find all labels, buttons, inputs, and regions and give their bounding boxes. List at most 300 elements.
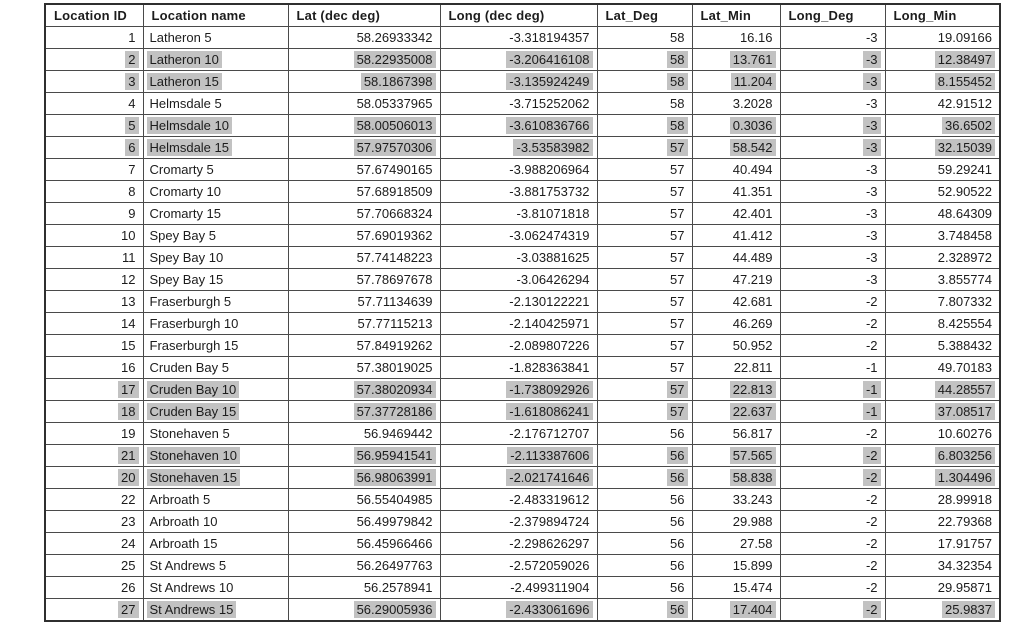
cell-value: 1.304496	[935, 469, 995, 486]
cell-value: -3.715252062	[509, 96, 590, 111]
cell-lat-min	[692, 203, 780, 225]
cell-value: 57	[670, 338, 685, 353]
cell-value: 37.08517	[935, 403, 995, 420]
cell-id	[45, 269, 143, 291]
cell-lat	[288, 291, 440, 313]
cell-lat	[288, 159, 440, 181]
header-location-name: Location name	[143, 4, 288, 27]
cell-value: 8	[128, 184, 136, 199]
cell-value: 24	[121, 536, 136, 551]
cell-value: -2.483319612	[509, 492, 590, 507]
cell-value: Cromarty 10	[149, 184, 222, 199]
cell-value: 56.49979842	[356, 514, 433, 529]
cell-value: St Andrews 15	[147, 601, 237, 618]
cell-value: 17.404	[730, 601, 776, 618]
cell-long	[440, 379, 597, 401]
cell-value: 57	[670, 228, 685, 243]
cell-value: 6	[125, 139, 138, 156]
cell-long-min	[885, 291, 1000, 313]
cell-value: 49.70183	[937, 360, 992, 375]
cell-long-deg	[780, 445, 885, 467]
cell-value: 1	[128, 30, 136, 45]
cell-name	[143, 357, 288, 379]
cell-long	[440, 533, 597, 555]
cell-value: -3	[865, 96, 878, 111]
cell-value: 57	[670, 162, 685, 177]
cell-value: -3.53583982	[513, 139, 592, 156]
cell-lat	[288, 225, 440, 247]
cell-value: 3	[125, 73, 138, 90]
cell-value: Arbroath 5	[149, 492, 211, 507]
table-row	[45, 159, 1000, 181]
table-row	[45, 313, 1000, 335]
cell-value: -3	[865, 184, 878, 199]
cell-value: -3.318194357	[509, 30, 590, 45]
cell-value: 56.55404985	[356, 492, 433, 507]
cell-value: 15	[121, 338, 136, 353]
cell-value: 56	[670, 558, 685, 573]
cell-value: 56.95941541	[354, 447, 436, 464]
cell-value: 42.91512	[937, 96, 992, 111]
cell-name	[143, 423, 288, 445]
cell-long-deg	[780, 181, 885, 203]
cell-value: Cruden Bay 10	[147, 381, 240, 398]
cell-long-deg	[780, 423, 885, 445]
cell-value: -3	[865, 30, 878, 45]
cell-value: 56.26497763	[356, 558, 433, 573]
header-lat-deg: Lat_Deg	[597, 4, 692, 27]
cell-value: 58.26933342	[356, 30, 433, 45]
cell-lat-deg	[597, 115, 692, 137]
cell-value: 57	[670, 294, 685, 309]
cell-value: -2.089807226	[509, 338, 590, 353]
table-row	[45, 379, 1000, 401]
cell-value: -2.130122221	[509, 294, 590, 309]
cell-id	[45, 291, 143, 313]
cell-lat-deg	[597, 27, 692, 49]
cell-value: 9	[128, 206, 136, 221]
cell-lat-deg	[597, 533, 692, 555]
table-row	[45, 291, 1000, 313]
cell-lat-min	[692, 247, 780, 269]
cell-long-min	[885, 93, 1000, 115]
cell-value: -2	[865, 514, 878, 529]
cell-name	[143, 203, 288, 225]
cell-value: 57	[670, 272, 685, 287]
table-row	[45, 511, 1000, 533]
cell-name	[143, 489, 288, 511]
cell-long	[440, 269, 597, 291]
cell-value: 48.64309	[937, 206, 992, 221]
cell-value: 41.351	[732, 184, 773, 199]
cell-long-min	[885, 49, 1000, 71]
cell-value: 47.219	[732, 272, 773, 287]
table-body	[45, 27, 1000, 622]
cell-long-deg	[780, 93, 885, 115]
cell-value: -2.379894724	[509, 514, 590, 529]
cell-lat	[288, 269, 440, 291]
cell-long-deg	[780, 313, 885, 335]
cell-value: 57.69019362	[356, 228, 433, 243]
cell-long-deg	[780, 291, 885, 313]
cell-value: Fraserburgh 10	[149, 316, 239, 331]
cell-value: -1.738092926	[506, 381, 592, 398]
cell-value: 2	[125, 51, 138, 68]
cell-long	[440, 115, 597, 137]
cell-lat-deg	[597, 379, 692, 401]
cell-long	[440, 71, 597, 93]
cell-name	[143, 401, 288, 423]
cell-name	[143, 247, 288, 269]
cell-long-deg	[780, 379, 885, 401]
cell-value: -1.618086241	[506, 403, 592, 420]
cell-lat-deg	[597, 225, 692, 247]
cell-long-min	[885, 225, 1000, 247]
cell-value: -3	[865, 228, 878, 243]
cell-value: 25.9837	[942, 601, 995, 618]
cell-lat-deg	[597, 335, 692, 357]
cell-lat-min	[692, 225, 780, 247]
cell-value: -2	[863, 447, 881, 464]
cell-value: Cruden Bay 15	[147, 403, 240, 420]
cell-lat	[288, 49, 440, 71]
cell-lat-deg	[597, 313, 692, 335]
cell-value: -3.135924249	[506, 73, 592, 90]
cell-long	[440, 203, 597, 225]
cell-value: -3.03881625	[516, 250, 590, 265]
table-row	[45, 181, 1000, 203]
cell-lat-min	[692, 379, 780, 401]
cell-long-min	[885, 467, 1000, 489]
cell-value: -2.140425971	[509, 316, 590, 331]
cell-lat	[288, 379, 440, 401]
table-row	[45, 533, 1000, 555]
cell-value: 3.2028	[732, 96, 773, 111]
cell-long-deg	[780, 533, 885, 555]
cell-value: -2	[863, 601, 881, 618]
cell-lat-deg	[597, 159, 692, 181]
cell-value: 57.77115213	[357, 316, 433, 331]
header-lat-min: Lat_Min	[692, 4, 780, 27]
cell-value: 52.90522	[937, 184, 992, 199]
cell-value: Arbroath 15	[149, 536, 218, 551]
cell-value: 58.05337965	[356, 96, 433, 111]
cell-value: 57.68918509	[356, 184, 433, 199]
table-row	[45, 445, 1000, 467]
cell-value: Latheron 10	[147, 51, 222, 68]
cell-long-deg	[780, 401, 885, 423]
table-row	[45, 335, 1000, 357]
cell-lat-min	[692, 159, 780, 181]
cell-long-deg	[780, 467, 885, 489]
cell-value: 50.952	[732, 338, 773, 353]
cell-value: St Andrews 5	[149, 558, 227, 573]
cell-value: 12	[121, 272, 136, 287]
cell-value: -3	[863, 51, 881, 68]
cell-id	[45, 137, 143, 159]
cell-long-deg	[780, 203, 885, 225]
cell-name	[143, 137, 288, 159]
table-row	[45, 115, 1000, 137]
cell-value: 58	[667, 73, 687, 90]
cell-value: Helmsdale 15	[147, 139, 233, 156]
cell-lat-deg	[597, 49, 692, 71]
cell-lat	[288, 555, 440, 577]
cell-value: St Andrews 10	[149, 580, 234, 595]
cell-value: Spey Bay 5	[149, 228, 216, 243]
cell-lat-min	[692, 313, 780, 335]
cell-id	[45, 401, 143, 423]
cell-name	[143, 269, 288, 291]
cell-id	[45, 577, 143, 599]
cell-lat-min	[692, 599, 780, 622]
cell-value: 57	[670, 250, 685, 265]
locations-table	[44, 3, 1001, 622]
cell-name	[143, 511, 288, 533]
cell-long	[440, 423, 597, 445]
cell-name	[143, 599, 288, 622]
cell-value: -3.881753732	[509, 184, 590, 199]
cell-long-deg	[780, 225, 885, 247]
cell-long	[440, 313, 597, 335]
cell-id	[45, 93, 143, 115]
cell-value: 19	[121, 426, 136, 441]
cell-value: 13	[121, 294, 136, 309]
cell-long-min	[885, 71, 1000, 93]
cell-value: -1.828363841	[509, 360, 590, 375]
cell-long-min	[885, 181, 1000, 203]
table-row	[45, 577, 1000, 599]
cell-lat-min	[692, 555, 780, 577]
cell-long-deg	[780, 555, 885, 577]
cell-value: -1	[865, 360, 878, 375]
cell-lat	[288, 203, 440, 225]
cell-long-deg	[780, 27, 885, 49]
cell-long-min	[885, 577, 1000, 599]
cell-lat-min	[692, 181, 780, 203]
table-row	[45, 247, 1000, 269]
cell-lat-deg	[597, 577, 692, 599]
cell-value: 58	[670, 96, 685, 111]
cell-long-min	[885, 379, 1000, 401]
cell-long-min	[885, 203, 1000, 225]
cell-lat-min	[692, 533, 780, 555]
cell-long	[440, 467, 597, 489]
cell-long-deg	[780, 137, 885, 159]
cell-value: 12.38497	[935, 51, 995, 68]
cell-long-deg	[780, 335, 885, 357]
cell-long	[440, 225, 597, 247]
cell-value: -2.113387606	[507, 447, 592, 464]
cell-long-deg	[780, 269, 885, 291]
cell-long-min	[885, 137, 1000, 159]
cell-value: 11	[122, 250, 136, 265]
cell-long-min	[885, 313, 1000, 335]
cell-lat-min	[692, 335, 780, 357]
cell-lat	[288, 335, 440, 357]
cell-long-min	[885, 335, 1000, 357]
cell-value: -2	[865, 492, 878, 507]
cell-value: 22.637	[730, 403, 776, 420]
cell-value: -2	[865, 426, 878, 441]
cell-id	[45, 225, 143, 247]
cell-name	[143, 71, 288, 93]
cell-value: 58.838	[730, 469, 776, 486]
cell-value: 33.243	[732, 492, 773, 507]
cell-long	[440, 401, 597, 423]
cell-value: 2.328972	[937, 250, 992, 265]
cell-lat	[288, 137, 440, 159]
cell-lat	[288, 511, 440, 533]
cell-value: 56.817	[732, 426, 773, 441]
cell-id	[45, 423, 143, 445]
cell-lat-deg	[597, 511, 692, 533]
cell-value: 56.2578941	[363, 580, 433, 595]
cell-id	[45, 555, 143, 577]
cell-value: -3	[865, 206, 878, 221]
cell-value: Spey Bay 10	[149, 250, 224, 265]
cell-long	[440, 445, 597, 467]
cell-long-deg	[780, 511, 885, 533]
cell-long-deg	[780, 71, 885, 93]
cell-id	[45, 247, 143, 269]
cell-value: 4	[128, 96, 136, 111]
cell-value: 56	[670, 580, 685, 595]
cell-lat-min	[692, 291, 780, 313]
cell-lat-deg	[597, 423, 692, 445]
table-row	[45, 27, 1000, 49]
cell-value: 25	[121, 558, 136, 573]
cell-name	[143, 225, 288, 247]
cell-lat	[288, 181, 440, 203]
cell-long-min	[885, 555, 1000, 577]
cell-value: 57.38020934	[354, 381, 436, 398]
cell-value: Stonehaven 5	[149, 426, 230, 441]
cell-value: 57.70668324	[356, 206, 433, 221]
cell-long	[440, 555, 597, 577]
cell-value: Stonehaven 10	[147, 447, 240, 464]
cell-id	[45, 467, 143, 489]
cell-lat	[288, 313, 440, 335]
cell-value: 29.95871	[937, 580, 992, 595]
header-row	[45, 4, 1000, 27]
cell-lat-deg	[597, 181, 692, 203]
cell-name	[143, 181, 288, 203]
cell-value: 7.807332	[937, 294, 992, 309]
cell-lat-min	[692, 467, 780, 489]
table-row	[45, 599, 1000, 622]
cell-value: 17.91757	[937, 536, 992, 551]
cell-value: 6.803256	[935, 447, 995, 464]
cell-lat-min	[692, 445, 780, 467]
cell-value: 57	[670, 206, 685, 221]
header-location-id: Location ID	[45, 4, 143, 27]
cell-long	[440, 511, 597, 533]
cell-value: 58.00506013	[354, 117, 436, 134]
cell-lat-min	[692, 357, 780, 379]
cell-lat	[288, 115, 440, 137]
cell-lat-min	[692, 401, 780, 423]
cell-name	[143, 159, 288, 181]
cell-name	[143, 93, 288, 115]
cell-value: 36.6502	[942, 117, 995, 134]
cell-value: 56	[670, 514, 685, 529]
cell-id	[45, 357, 143, 379]
cell-lat-deg	[597, 599, 692, 622]
cell-value: 10.60276	[937, 426, 992, 441]
cell-value: Stonehaven 15	[147, 469, 240, 486]
cell-value: 27.58	[739, 536, 773, 551]
cell-id	[45, 511, 143, 533]
table-row	[45, 357, 1000, 379]
cell-value: Fraserburgh 5	[149, 294, 232, 309]
cell-value: 10	[121, 228, 136, 243]
cell-id	[45, 203, 143, 225]
cell-lat	[288, 27, 440, 49]
cell-value: -1	[863, 381, 881, 398]
cell-value: 42.401	[732, 206, 773, 221]
cell-name	[143, 291, 288, 313]
cell-long	[440, 291, 597, 313]
cell-value: Cromarty 15	[149, 206, 222, 221]
cell-value: -2.298626297	[509, 536, 590, 551]
cell-value: -1	[863, 403, 881, 420]
cell-value: 28.99918	[937, 492, 992, 507]
cell-value: -2	[865, 338, 878, 353]
table-row	[45, 203, 1000, 225]
cell-value: 18	[118, 403, 138, 420]
cell-value: Latheron 5	[149, 30, 212, 45]
cell-long-min	[885, 27, 1000, 49]
cell-value: -2.433061696	[506, 601, 592, 618]
table-row	[45, 489, 1000, 511]
cell-id	[45, 49, 143, 71]
cell-lat-deg	[597, 269, 692, 291]
cell-name	[143, 115, 288, 137]
cell-value: Arbroath 10	[149, 514, 218, 529]
cell-value: 8.425554	[937, 316, 992, 331]
cell-lat-min	[692, 489, 780, 511]
cell-lat-min	[692, 423, 780, 445]
cell-value: 34.32354	[937, 558, 992, 573]
cell-value: 16.16	[739, 30, 773, 45]
cell-value: Cruden Bay 5	[149, 360, 229, 375]
cell-value: 58	[667, 51, 687, 68]
cell-value: Latheron 15	[147, 73, 222, 90]
cell-value: 57.74148223	[356, 250, 433, 265]
cell-id	[45, 313, 143, 335]
cell-lat	[288, 401, 440, 423]
cell-long-min	[885, 423, 1000, 445]
cell-name	[143, 555, 288, 577]
cell-value: 23	[121, 514, 136, 529]
cell-value: 57	[667, 403, 687, 420]
cell-long-deg	[780, 115, 885, 137]
cell-value: 19.09166	[937, 30, 992, 45]
cell-value: 44.28557	[935, 381, 995, 398]
cell-value: 26	[121, 580, 136, 595]
cell-value: -3	[863, 139, 881, 156]
cell-value: -2.021741646	[506, 469, 592, 486]
cell-long	[440, 357, 597, 379]
cell-value: Spey Bay 15	[149, 272, 224, 287]
table-row	[45, 49, 1000, 71]
cell-id	[45, 181, 143, 203]
cell-value: 40.494	[732, 162, 773, 177]
cell-value: Cromarty 5	[149, 162, 214, 177]
cell-name	[143, 49, 288, 71]
cell-value: 56.45966466	[356, 536, 433, 551]
